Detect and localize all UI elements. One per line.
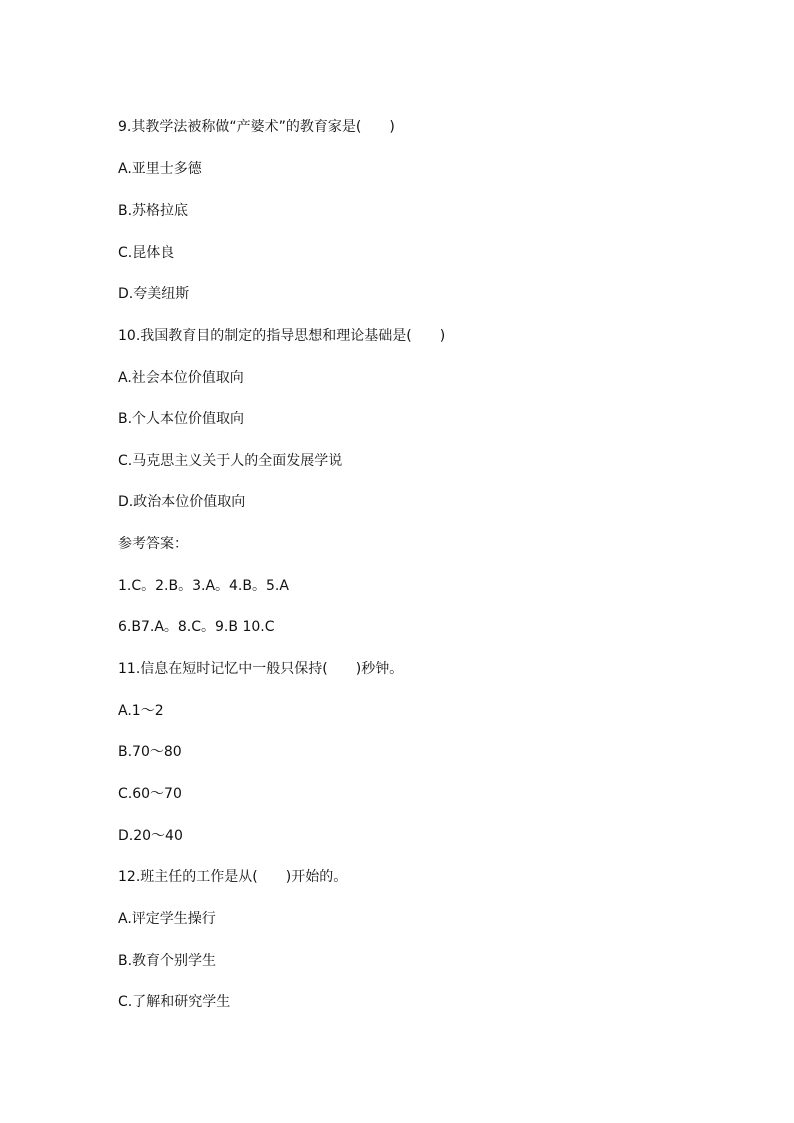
question-11-option-a: A.1～2 — [118, 703, 164, 719]
question-11-option-c: C.60～70 — [118, 786, 182, 802]
question-9-option-a: A.亚里士多德 — [118, 161, 202, 177]
question-11-option-d: D.20～40 — [118, 828, 183, 844]
question-10-option-c: C.马克思主义关于人的全面发展学说 — [118, 453, 343, 469]
question-10-option-a: A.社会本位价值取向 — [118, 370, 244, 386]
question-11-stem: 11.信息在短时记忆中一般只保持( )秒钟。 — [118, 661, 404, 677]
question-12-option-c: C.了解和研究学生 — [118, 994, 231, 1010]
question-10-stem: 10.我国教育目的制定的指导思想和理论基础是( ) — [118, 328, 446, 344]
question-11-option-b: B.70～80 — [118, 744, 182, 760]
answer-key-line-1: 1.C。2.B。3.A。4.B。5.A — [118, 578, 289, 594]
question-10-option-b: B.个人本位价值取向 — [118, 411, 245, 427]
question-12-option-a: A.评定学生操行 — [118, 911, 216, 927]
question-9-option-c: C.昆体良 — [118, 245, 175, 261]
answer-key-line-2: 6.B7.A。8.C。9.B 10.C — [118, 619, 275, 635]
question-9-option-b: B.苏格拉底 — [118, 203, 189, 219]
question-9-stem: 9.其教学法被称做“产婆术”的教育家是( ) — [118, 119, 395, 135]
question-12-stem: 12.班主任的工作是从( )开始的。 — [118, 869, 348, 885]
question-10-option-d: D.政治本位价值取向 — [118, 494, 246, 510]
question-12-option-b: B.教育个别学生 — [118, 953, 217, 969]
answer-key-heading: 参考答案： — [118, 536, 188, 552]
question-9-option-d: D.夸美纽斯 — [118, 286, 190, 302]
